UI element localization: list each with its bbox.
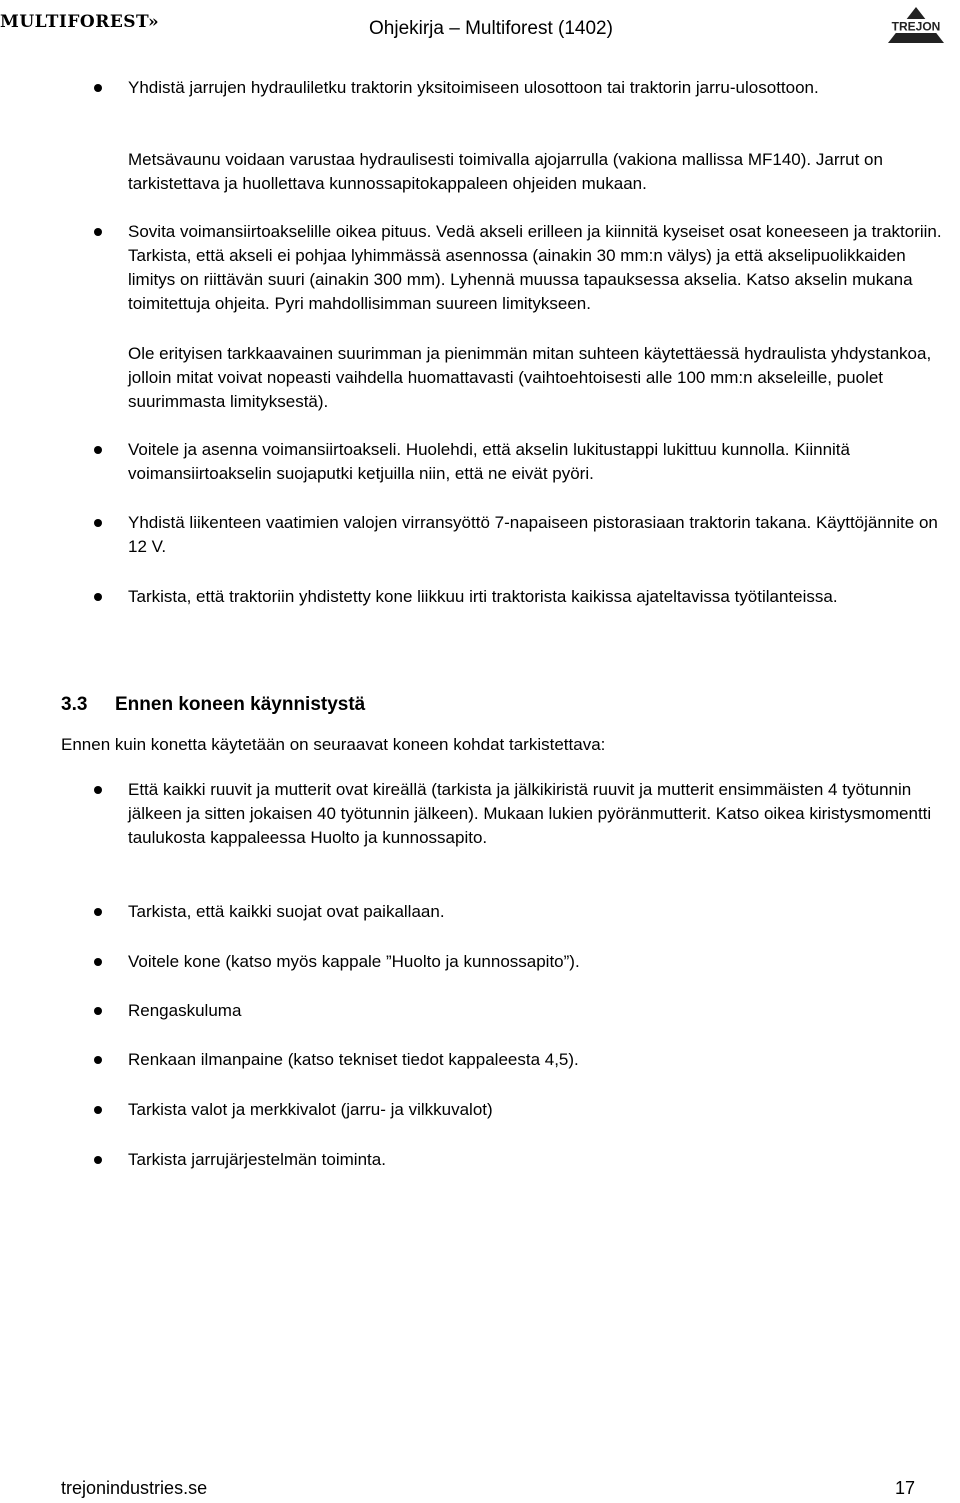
trejon-logo-text: TREJON	[891, 19, 941, 34]
bullet-icon	[94, 1056, 102, 1064]
bullet-icon	[94, 1156, 102, 1164]
bullet-icon	[94, 593, 102, 601]
bullet-icon	[94, 519, 102, 527]
bullet-icon	[94, 446, 102, 454]
page-number: 17	[895, 1478, 916, 1498]
bullet-icon	[94, 786, 102, 794]
multiforest-logo: MULTIFOREST»	[0, 12, 160, 32]
checklist-item: Rengaskuluma	[128, 1001, 242, 1020]
instruction-pto-note: Ole erityisen tarkkaavainen suurimman ja pienimmän mitan suhteen käytettäessä hydraulista yhdystankoa, jolloin mitat voivat nopeasti vaihdella huomattavasti (vaihtoehtoisesti alle 100 mm:n akseleille, puolet suurimmasta limityksestä).	[128, 344, 932, 411]
bullet-icon	[94, 84, 102, 92]
checklist-item: Tarkista jarrujärjestelmän toiminta.	[128, 1150, 386, 1169]
page-title: Ohjekirja – Multiforest (1402)	[369, 18, 613, 39]
instruction-clearance: Tarkista, että traktoriin yhdistetty kone liikkuu irti traktorista kaikissa ajateltavissa työtilanteissa.	[128, 587, 838, 606]
instruction-pto-length: Sovita voimansiirtoakselille oikea pituus. Vedä akseli erilleen ja kiinnitä kyseiset osat koneeseen ja traktoriin. Tarkista, että akseli ei pohjaa lyhimmässä asennossa (ainakin 30 mm:n välys) ja että akselipuolikkaiden limitys on riittävän suuri (ainakin 300 mm). Lyhennä muussa tapauksessa akselia. Katso akselin mukana toimitettuja ohjeita. Pyri mahdollisimman suureen limitykseen.	[128, 222, 942, 313]
section-title: Ennen koneen käynnistystä	[115, 694, 366, 715]
instruction-brake-note: Metsävaunu voidaan varustaa hydraulisesti toimivalla ajojarrulla (vakiona mallissa MF140). Jarrut on tarkistettava ja huollettava kunnossapitokappaleen ohjeiden mukaan.	[128, 150, 883, 193]
checklist-item: Renkaan ilmanpaine (katso tekniset tiedot kappaleesta 4,5).	[128, 1050, 579, 1069]
instruction-brake-hose: Yhdistä jarrujen hydrauliletku traktorin yksitoimiseen ulosottoon tai traktorin jarru-ulosottoon.	[128, 78, 819, 97]
bullet-icon	[94, 958, 102, 966]
checklist-item: Tarkista valot ja merkkivalot (jarru- ja vilkkuvalot)	[128, 1100, 493, 1119]
bullet-icon	[94, 1106, 102, 1114]
page-header	[0, 0, 960, 50]
section-number: 3.3	[61, 694, 88, 715]
instruction-pto-lubricate: Voitele ja asenna voimansiirtoakseli. Huolehdi, että akselin lukitustappi lukittuu kunnolla. Kiinnitä voimansiirtoakselin suojaputki ketjuilla niin, että ne eivät pyöri.	[128, 440, 850, 483]
trejon-logo	[887, 6, 945, 44]
bullet-icon	[94, 228, 102, 236]
instruction-lights-power: Yhdistä liikenteen vaatimien valojen virransyöttö 7-napaiseen pistorasiaan traktorin takana. Käyttöjännite on 12 V.	[128, 513, 938, 556]
section-heading	[61, 693, 365, 717]
footer-website: trejonindustries.se	[61, 1478, 208, 1498]
checklist-item: Voitele kone (katso myös kappale ”Huolto ja kunnossapito”).	[128, 952, 580, 971]
bullet-icon	[94, 1007, 102, 1015]
checklist-item: Että kaikki ruuvit ja mutterit ovat kireällä (tarkista ja jälkikiristä ruuvit ja mutterit ensimmäisten 4 työtunnin jälkeen ja sitten jokaisen 40 työtunnin jälkeen). Mukaan lukien pyöränmutterit. Katso oikea kiristysmomentti taulukosta kappaleessa Huolto ja kunnossapito.	[128, 780, 932, 847]
checklist-item: Tarkista, että kaikki suojat ovat paikallaan.	[128, 902, 445, 921]
section-intro: Ennen kuin konetta käytetään on seuraavat koneen kohdat tarkistettava:	[61, 735, 606, 754]
bullet-icon	[94, 908, 102, 916]
